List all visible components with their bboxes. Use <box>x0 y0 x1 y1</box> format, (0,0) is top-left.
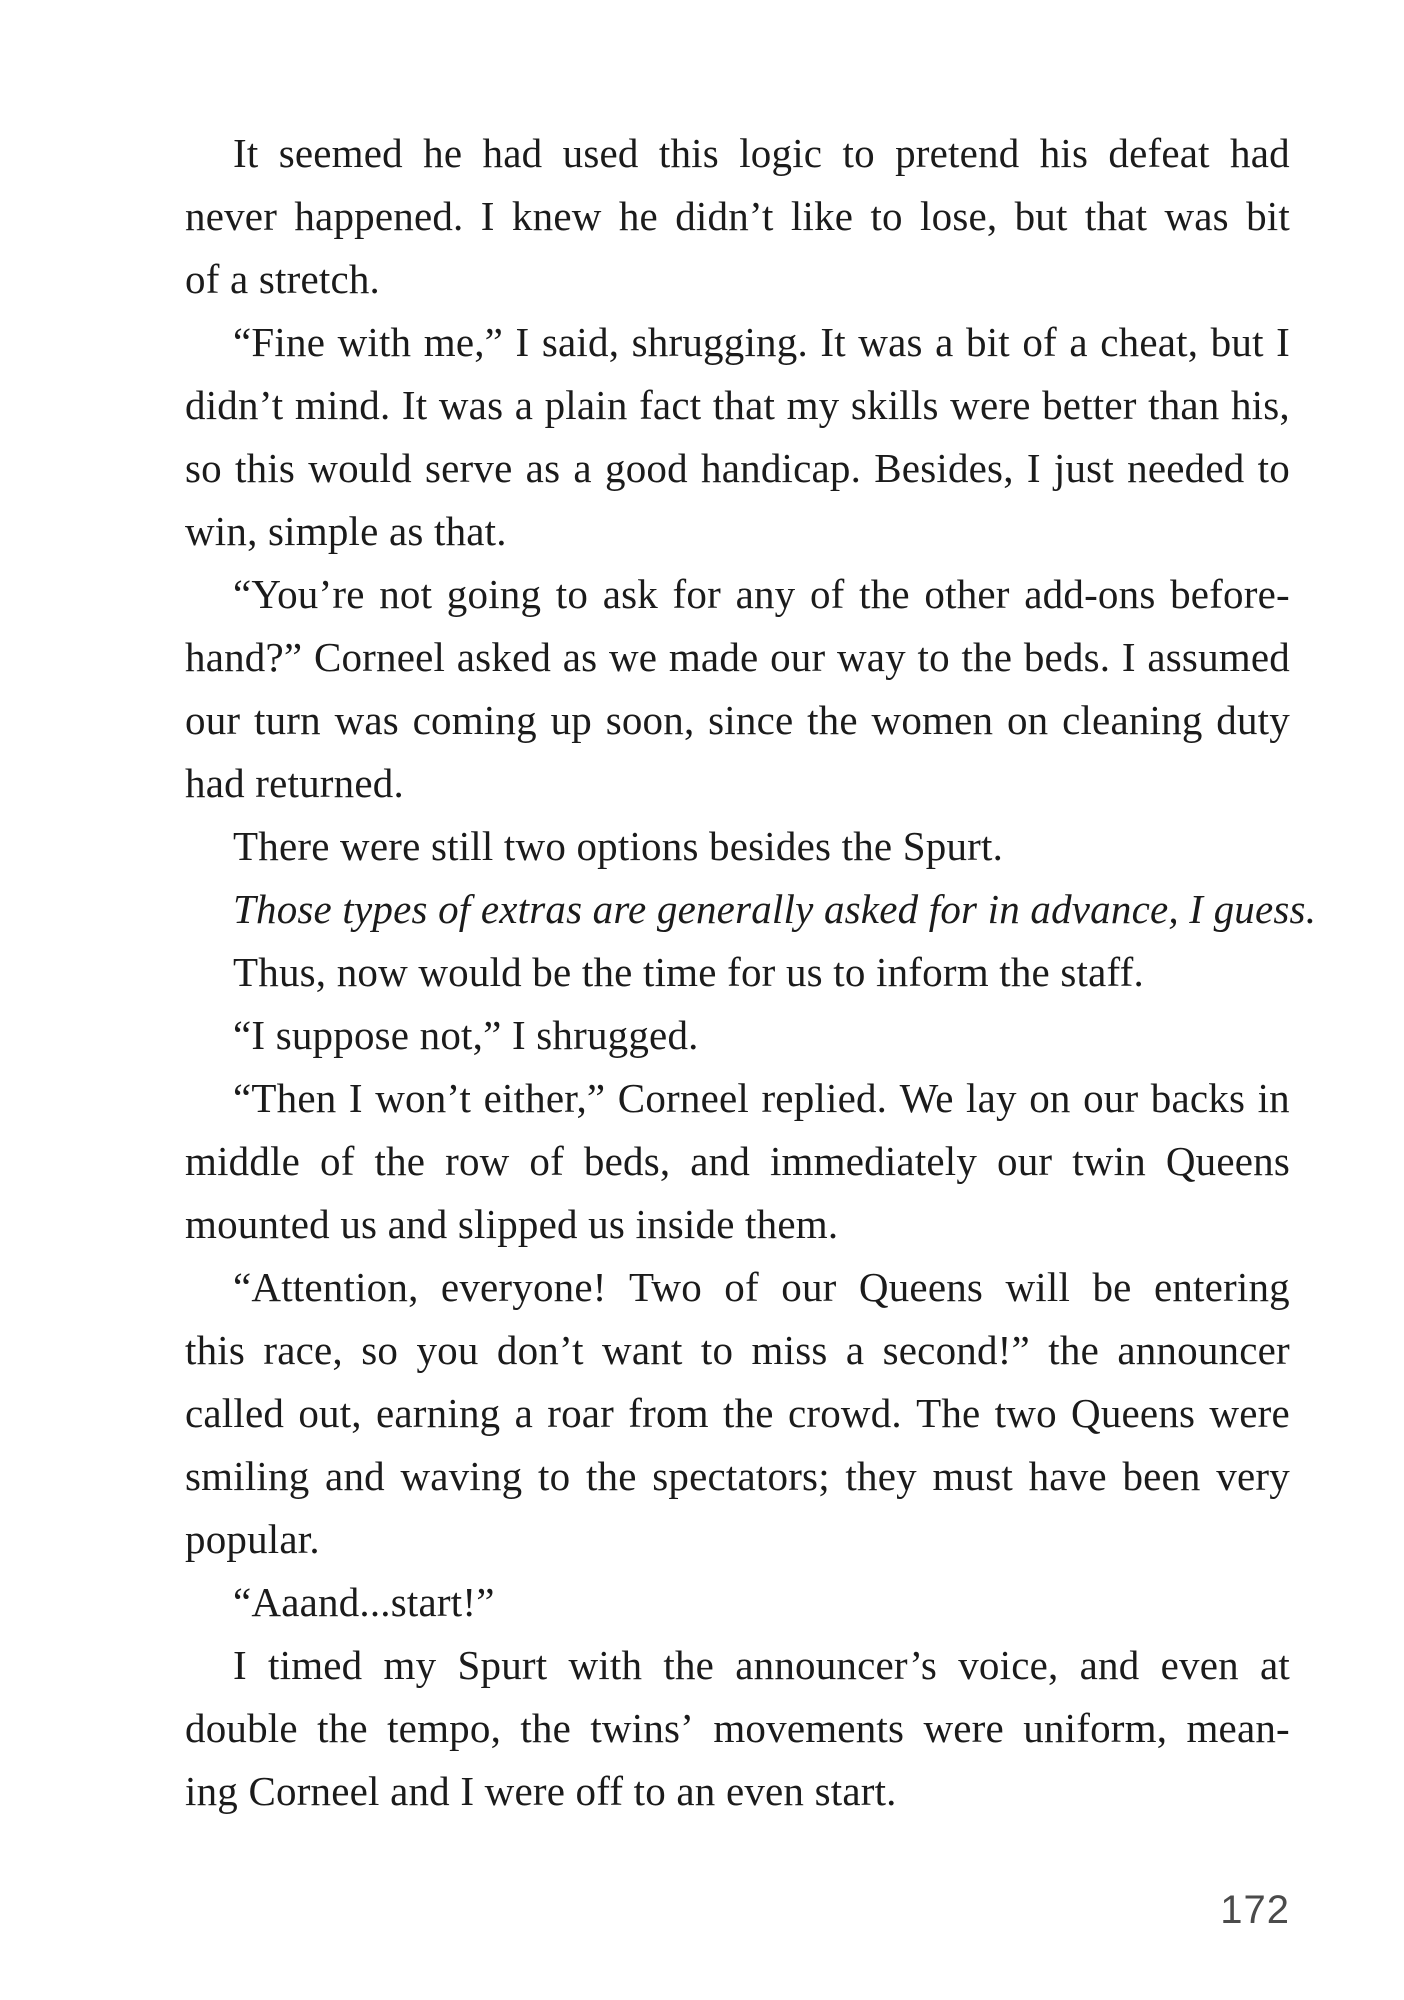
text-line: “You’re not going to ask for any of the other add-ons before- <box>233 571 1290 617</box>
text-line: our turn was coming up soon, since the women on cleaning duty <box>185 697 1290 743</box>
text-line: Those types of extras are generally asked for in advance, I guess. <box>233 886 1317 932</box>
text-line: “I suppose not,” I shrugged. <box>233 1012 699 1058</box>
text-line: middle of the row of beds, and immediately our twin Queens <box>185 1138 1290 1184</box>
text-line: “Then I won’t either,” Corneel replied. We lay on our backs in <box>233 1075 1290 1121</box>
text-line: ing Corneel and I were off to an even start. <box>185 1768 897 1814</box>
text-line: of a stretch. <box>185 256 380 302</box>
page-text <box>185 122 1317 1823</box>
text-line: popular. <box>185 1516 320 1562</box>
text-line: I timed my Spurt with the announcer’s voice, and even at <box>233 1642 1290 1688</box>
text-line: double the tempo, the twins’ movements were uniform, mean- <box>185 1705 1290 1751</box>
text-line: mounted us and slipped us inside them. <box>185 1201 839 1247</box>
text-line: “Fine with me,” I said, shrugging. It was a bit of a cheat, but I <box>233 319 1290 365</box>
text-line: called out, earning a roar from the crowd. The two Queens were <box>185 1390 1290 1436</box>
text-line: so this would serve as a good handicap. Besides, I just needed to <box>185 445 1290 491</box>
text-line: “Aaand...start!” <box>233 1579 495 1625</box>
page-number: 172 <box>1220 1888 1290 1932</box>
text-line: never happened. I knew he didn’t like to lose, but that was bit <box>185 193 1290 239</box>
text-line: “Attention, everyone! Two of our Queens will be entering <box>233 1264 1290 1310</box>
text-line: smiling and waving to the spectators; they must have been very <box>185 1453 1290 1499</box>
text-line: hand?” Corneel asked as we made our way to the beds. I assumed <box>185 634 1290 680</box>
text-line: Thus, now would be the time for us to inform the staff. <box>233 949 1144 995</box>
text-line: didn’t mind. It was a plain fact that my skills were better than his, <box>185 382 1290 428</box>
text-line: It seemed he had used this logic to pretend his defeat had <box>233 130 1290 176</box>
text-line: win, simple as that. <box>185 508 507 554</box>
text-line: had returned. <box>185 760 404 806</box>
text-line: There were still two options besides the Spurt. <box>233 823 1004 869</box>
text-line: this race, so you don’t want to miss a second!” the announcer <box>185 1327 1290 1373</box>
